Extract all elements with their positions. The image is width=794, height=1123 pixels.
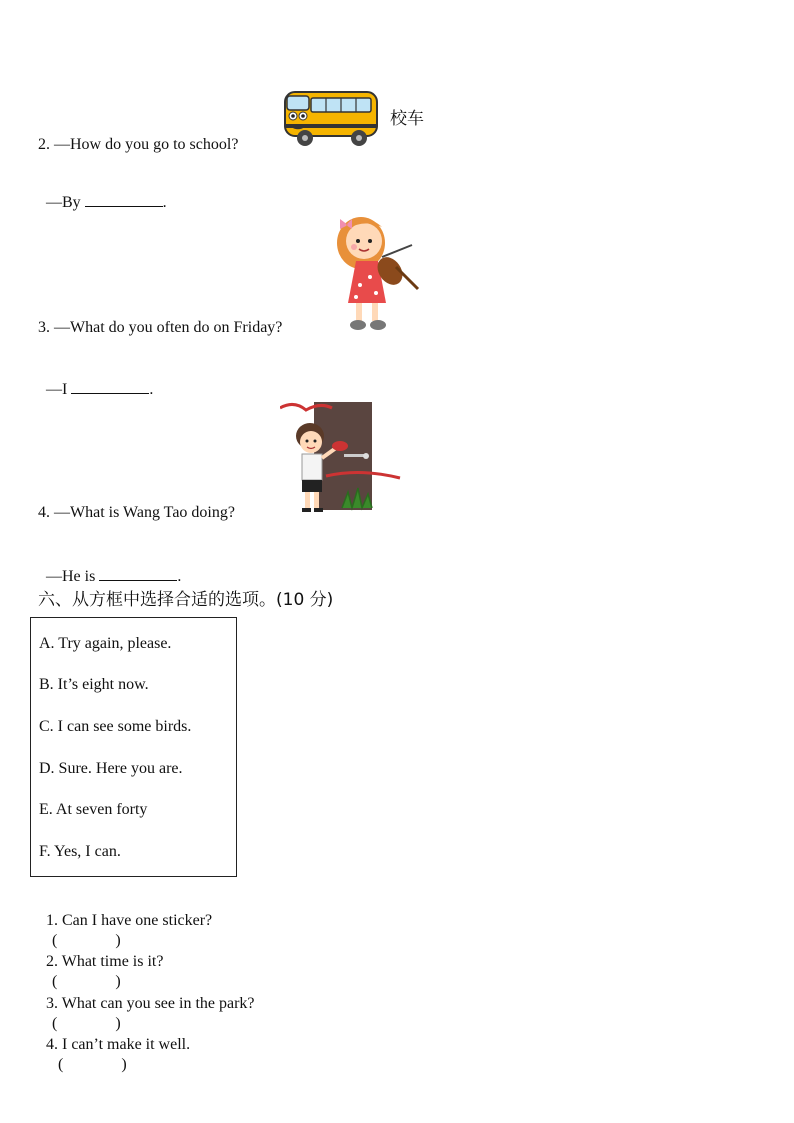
match-question-1-text: 1. Can I have one sticker? <box>46 912 213 929</box>
match-question-2-text: 2. What time is it? <box>46 953 164 970</box>
match-question-4 <box>38 1015 190 1075</box>
answer-3-prefix: —I <box>46 381 72 398</box>
match-question-3-text: 3. What can you see in the park? <box>46 995 255 1012</box>
option-f: F. Yes, I can. <box>39 843 121 860</box>
answer-2-prefix: —By <box>46 194 85 211</box>
match-question-4-text: 4. I can’t make it well. <box>46 1036 191 1053</box>
match-answer-4[interactable]: ( ) <box>58 1056 127 1073</box>
match-answer-3[interactable]: ( ) <box>52 1015 121 1032</box>
option-c: C. I can see some birds. <box>39 718 192 735</box>
option-e: E. At seven forty <box>39 801 148 818</box>
options-box <box>30 617 237 877</box>
answer-3-suffix: . <box>149 381 154 398</box>
option-d: D. Sure. Here you are. <box>39 760 183 777</box>
question-2: 2. —How do you go to school? <box>38 136 239 153</box>
question-3: 3. —What do you often do on Friday? <box>38 319 283 336</box>
school-bus-icon <box>281 86 381 150</box>
bus-caption: 校车 <box>390 109 424 129</box>
answer-4-blank[interactable] <box>99 566 177 581</box>
match-answer-1[interactable]: ( ) <box>52 932 121 949</box>
answer-4-prefix: —He is <box>46 568 100 585</box>
boy-cleaning-door-icon <box>280 398 404 518</box>
option-b: B. It’s eight now. <box>39 676 149 693</box>
section-6-title: 六、从方框中选择合适的选项。(10 分) <box>38 590 334 610</box>
answer-2-blank[interactable] <box>85 192 163 207</box>
answer-2-suffix: . <box>162 194 167 211</box>
answer-3-blank[interactable] <box>71 379 149 394</box>
answer-4 <box>38 546 181 587</box>
answer-2 <box>38 172 167 213</box>
answer-4-suffix: . <box>177 568 182 585</box>
match-answer-2[interactable]: ( ) <box>52 973 121 990</box>
girl-violin-icon <box>326 205 426 333</box>
question-4: 4. —What is Wang Tao doing? <box>38 504 235 521</box>
option-a: A. Try again, please. <box>39 635 172 652</box>
answer-3 <box>38 359 153 400</box>
